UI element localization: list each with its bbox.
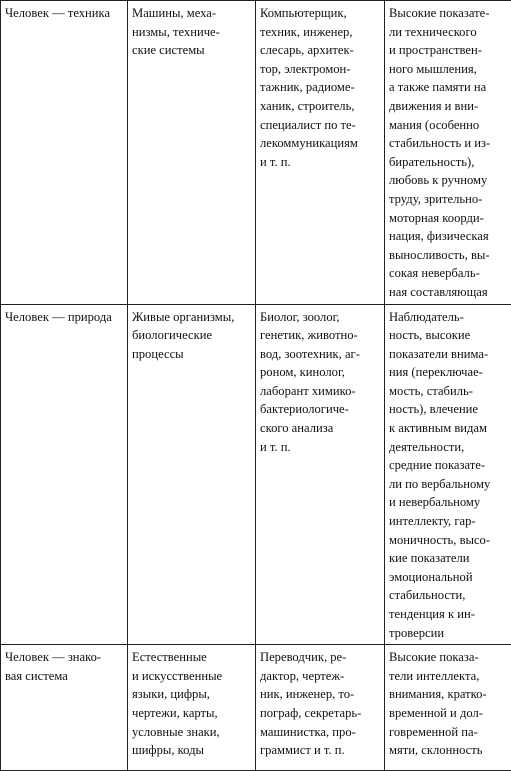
cell-line: граммист и т. п. [260, 741, 380, 760]
cell-line: Человек — знако- [5, 648, 123, 667]
cell-line: лаборант химико- [260, 382, 380, 401]
cell-line: показатели внима- [389, 345, 507, 364]
cell-line: Переводчик, ре- [260, 648, 380, 667]
cell-line: и т. п. [260, 438, 380, 457]
cell-line: деятельности, [389, 438, 507, 457]
type-cell [1, 645, 128, 771]
cell-line: языки, цифры, [132, 685, 251, 704]
professions-cell [256, 1, 385, 305]
cell-line: ного мышления, [389, 60, 507, 79]
table-row [1, 1, 511, 305]
cell-line: Машины, меха- [132, 4, 251, 23]
cell-line: ханик, строитель, [260, 97, 380, 116]
cell-line: Высокие показа- [389, 648, 507, 667]
cell-line: Живые организмы, [132, 308, 251, 327]
professions-cell [256, 304, 385, 645]
qualities-cell [385, 1, 511, 305]
cell-line: моторная коорди- [389, 209, 507, 228]
cell-line: и т. п. [260, 153, 380, 172]
cell-line: машинистка, про- [260, 723, 380, 742]
cell-line: тенденция к ин- [389, 605, 507, 624]
cell-line: движения и вни- [389, 97, 507, 116]
table-row [1, 304, 511, 645]
cell-line: роном, кинолог, [260, 363, 380, 382]
cell-line: мания (особенно [389, 116, 507, 135]
cell-line: к активным видам [389, 419, 507, 438]
cell-line: генетик, животно- [260, 326, 380, 345]
cell-line: пограф, секретарь- [260, 704, 380, 723]
type-cell [1, 304, 128, 645]
cell-line: троверсии [389, 624, 507, 643]
cell-line: ского анализа [260, 419, 380, 438]
cell-line: техник, инженер, [260, 23, 380, 42]
cell-line: вод, зоотехник, аг- [260, 345, 380, 364]
cell-line: внимания, кратко- [389, 685, 507, 704]
cell-line: биологические [132, 326, 251, 345]
cell-line: ские системы [132, 41, 251, 60]
cell-line: нация, физическая [389, 227, 507, 246]
qualities-cell [385, 645, 511, 771]
cell-line: низмы, техниче- [132, 23, 251, 42]
cell-line: интеллекту, гар- [389, 512, 507, 531]
cell-line: чертежи, карты, [132, 704, 251, 723]
cell-line: средние показате- [389, 456, 507, 475]
cell-line: ная составляющая [389, 283, 507, 302]
object-cell [128, 304, 256, 645]
cell-line: ность, высокие [389, 326, 507, 345]
cell-line: эмоциональной [389, 568, 507, 587]
cell-line: временной и дол- [389, 704, 507, 723]
cell-line: специалист по те- [260, 116, 380, 135]
cell-line: любовь к ручному [389, 171, 507, 190]
qualities-cell [385, 304, 511, 645]
cell-line: кие показатели [389, 549, 507, 568]
cell-line: Человек — природа [5, 308, 123, 327]
object-cell [128, 1, 256, 305]
cell-line: мость, стабиль- [389, 382, 507, 401]
cell-line: ния (переключае- [389, 363, 507, 382]
cell-line: процессы [132, 345, 251, 364]
cell-line: стабильность и из- [389, 134, 507, 153]
cell-line: Естественные [132, 648, 251, 667]
cell-line: моничность, высо- [389, 531, 507, 550]
cell-line: дактор, чертеж- [260, 667, 380, 686]
cell-line: бирательность), [389, 153, 507, 172]
cell-line: тели интеллекта, [389, 667, 507, 686]
cell-line: и невербальному [389, 493, 507, 512]
cell-line: Компьютерщик, [260, 4, 380, 23]
cell-line: тор, электромон- [260, 60, 380, 79]
cell-line: ли по вербальному [389, 475, 507, 494]
professions-cell [256, 645, 385, 771]
cell-line: вая система [5, 667, 123, 686]
cell-line: слесарь, архитек- [260, 41, 380, 60]
cell-line: лекоммуникациям [260, 134, 380, 153]
cell-line: шифры, коды [132, 741, 251, 760]
cell-line: и искусственные [132, 667, 251, 686]
cell-line: условные знаки, [132, 723, 251, 742]
type-cell [1, 1, 128, 305]
object-cell [128, 645, 256, 771]
table-row [1, 645, 511, 771]
cell-line: тажник, радиоме- [260, 78, 380, 97]
cell-line: Биолог, зоолог, [260, 308, 380, 327]
cell-line: труду, зрительно- [389, 190, 507, 209]
cell-line: Наблюдатель- [389, 308, 507, 327]
cell-line: выносливость, вы- [389, 246, 507, 265]
cell-line: бактериологиче- [260, 400, 380, 419]
cell-line: сокая невербаль- [389, 264, 507, 283]
cell-line: Высокие показате- [389, 4, 507, 23]
cell-line: стабильности, [389, 586, 507, 605]
cell-line: говременной па- [389, 723, 507, 742]
cell-line: а также памяти на [389, 78, 507, 97]
cell-line: ник, инженер, то- [260, 685, 380, 704]
cell-line: ли технического [389, 23, 507, 42]
cell-line: и пространствен- [389, 41, 507, 60]
cell-line: ность), влечение [389, 400, 507, 419]
cell-line: Человек — техника [5, 4, 123, 23]
cell-line: мяти, склонность [389, 741, 507, 760]
